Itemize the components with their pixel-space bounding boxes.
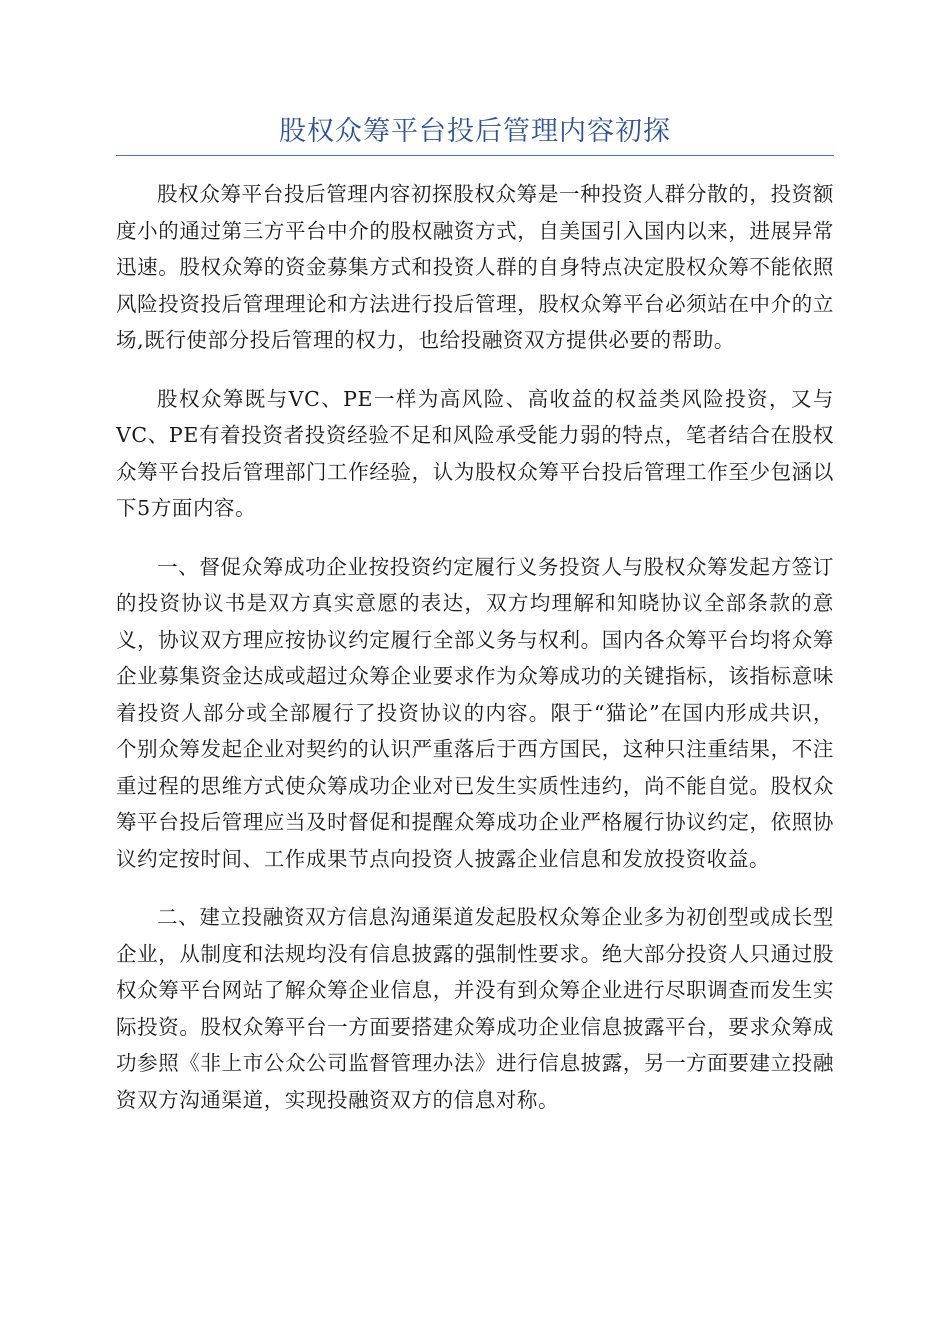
paragraph-intro: 股权众筹平台投后管理内容初探股权众筹是一种投资人群分散的，投资额度小的通过第三方平台中介的股权融资方式，自美国引入国内以来，进展异常迅速。股权众筹的资金募集方式和投资人群的自身特点决定股权众筹不能依照风险投资投后管理理论和方法进行投后管理，股权众筹平台必须站在中介的立场,既行使部分投后管理的权力，也给投融资双方提供必要的帮助。 — [116, 182, 834, 352]
paragraph-section-two: 二、建立投融资双方信息沟通渠道发起股权众筹企业多为初创型或成长型企业，从制度和法规均没有信息披露的强制性要求。绝大部分投资人只通过股权众筹平台网站了解众筹企业信息，并没有到众筹企业进行尽职调查而发生实际投资。股权众筹平台一方面要搭建众筹成功企业信息披露平台，要求众筹成功参照《非上市公众公司监督管理办法》进行信息披露，另一方面要建立投融资双方沟通渠道，实现投融资双方的信息对称。 — [116, 905, 834, 1112]
document-body — [116, 176, 834, 1140]
paragraph-section-one: 一、督促众筹成功企业按投资约定履行义务投资人与股权众筹发起方签订的投资协议书是双方真实意愿的表达，双方均理解和知晓协议全部条款的意义，协议双方理应按协议约定履行全部义务与权利。国内各众筹平台均将众筹企业募集资金达成或超过众筹企业要求作为众筹成功的关键指标，该指标意味着投资人部分或全部履行了投资协议的内容。限于“猫论”在国内形成共识，个别众筹发起企业对契约的认识严重落后于西方国民，这种只注重结果，不注重过程的思维方式使众筹成功企业对已发生实质性违约，尚不能自觉。股权众筹平台投后管理应当及时督促和提醒众筹成功企业严格履行协议约定，依照协议约定按时间、工作成果节点向投资人披露企业信息和发放投资收益。 — [116, 554, 834, 871]
title-underline — [116, 155, 834, 156]
paragraph-overview: 股权众筹既与VC、PE一样为高风险、高收益的权益类风险投资，又与VC、PE有着投资者投资经验不足和风险承受能力弱的特点，笔者结合在股权众筹平台投后管理部门工作经验，认为股权众筹平台投后管理工作至少包涵以下5方面内容。 — [116, 386, 834, 520]
document-title: 股权众筹平台投后管理内容初探 — [279, 116, 671, 147]
